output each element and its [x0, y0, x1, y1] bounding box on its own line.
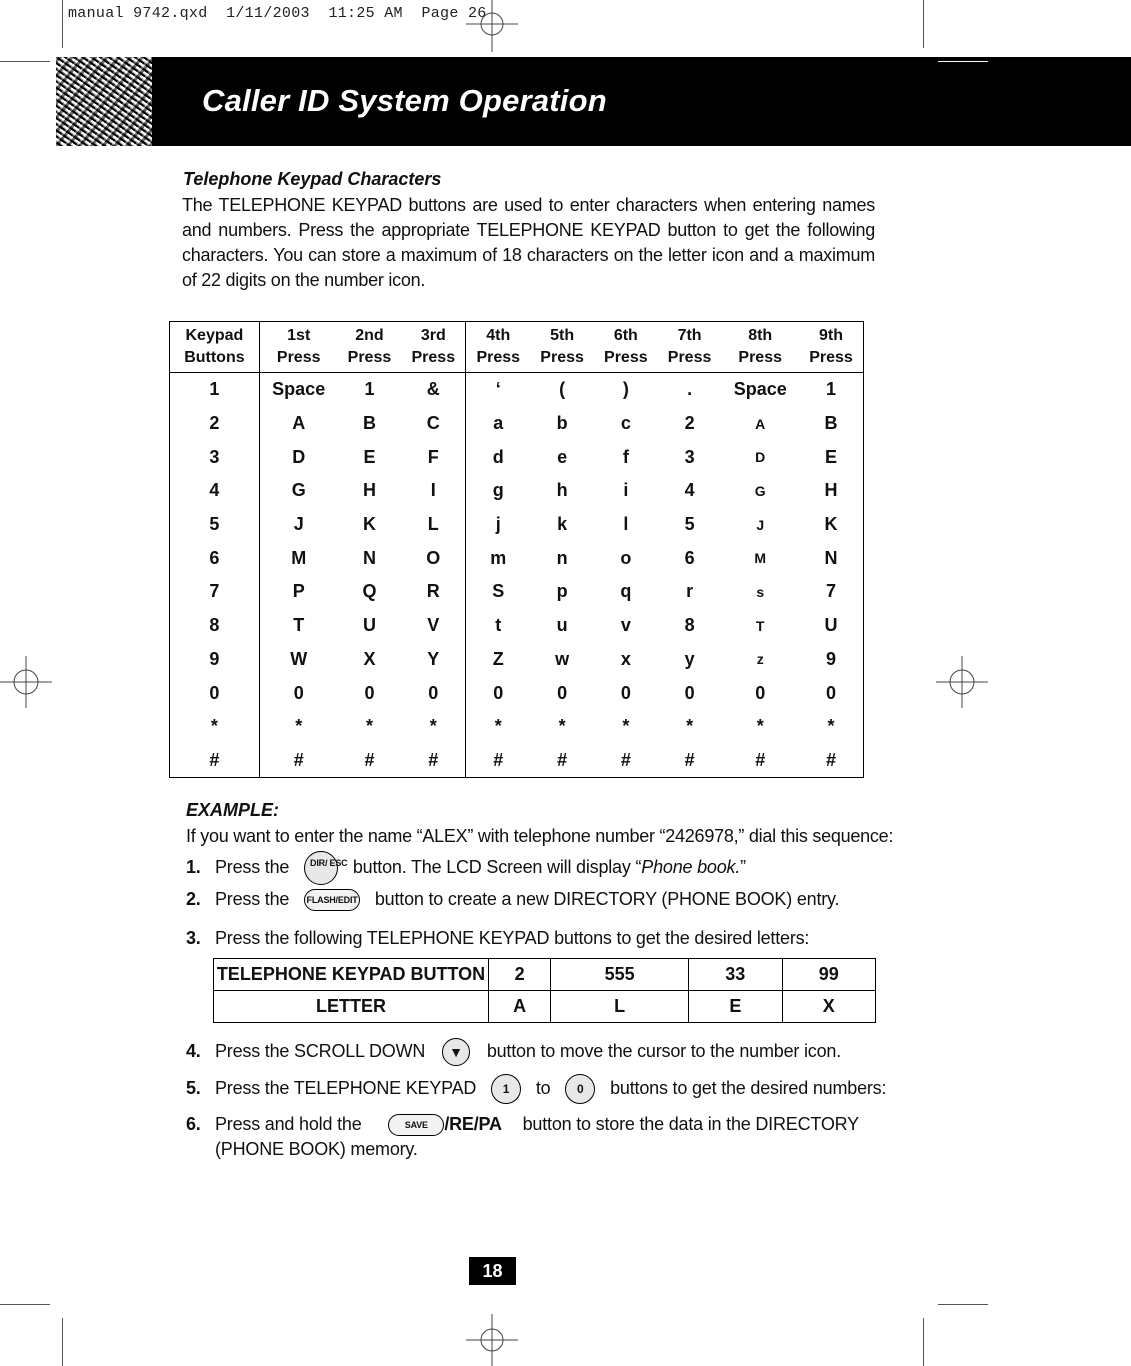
- table-cell: D: [292, 446, 306, 467]
- table-cell: 3: [684, 446, 695, 467]
- table-cell: Space: [272, 379, 326, 400]
- table-cell: O: [426, 547, 441, 568]
- header-text: Press: [809, 349, 853, 366]
- table-cell: k: [557, 514, 568, 535]
- example-title: EXAMPLE:: [186, 800, 280, 820]
- table-cell: W: [290, 648, 308, 669]
- table-cell: .: [687, 379, 693, 400]
- table-cell: K: [824, 514, 838, 535]
- table-cell: #: [428, 749, 439, 770]
- column-header: [799, 322, 864, 373]
- table-cell: z: [756, 651, 764, 668]
- header-text: Press: [411, 349, 456, 366]
- table-cell: 0: [684, 682, 695, 703]
- step-number: 4.: [186, 1040, 201, 1061]
- table-cell: 4: [170, 474, 260, 508]
- save-button[interactable]: SAVE: [388, 1114, 444, 1136]
- table-row: [214, 959, 876, 991]
- crop-mark: [0, 1304, 50, 1305]
- step-text: button to store the data in the DIRECTORY: [522, 1114, 859, 1134]
- table-cell: p: [556, 581, 568, 602]
- step-text: Press the: [215, 856, 290, 877]
- keypad-characters-table: [169, 321, 864, 778]
- table-cell: A: [292, 413, 306, 434]
- dir-esc-button[interactable]: DIR/ ESC: [304, 851, 338, 885]
- example-intro: If you want to enter the name “ALEX” with telephone number “2426978,” dial this sequence:: [186, 826, 894, 846]
- header-text: 6th: [613, 327, 638, 344]
- page-number: 18: [469, 1257, 516, 1285]
- header-text: Press: [476, 349, 521, 366]
- table-cell: 0: [825, 682, 836, 703]
- column-header: [466, 322, 530, 373]
- column-header: [658, 322, 722, 373]
- table-cell: 7: [825, 581, 836, 602]
- table-cell: (: [559, 379, 566, 400]
- table-cell: *: [622, 716, 630, 737]
- table-row: [170, 744, 864, 778]
- table-cell: E: [824, 446, 837, 467]
- table-header-row: [170, 322, 864, 373]
- table-cell: 6: [684, 547, 695, 568]
- header-text: 3rd: [420, 327, 446, 344]
- table-cell: l: [623, 514, 629, 535]
- table-cell: #: [755, 749, 766, 770]
- column-header: [338, 322, 402, 373]
- step-number: 6.: [186, 1114, 201, 1134]
- table-row: [170, 508, 864, 542]
- crop-mark: [0, 61, 50, 62]
- registration-mark-icon: [466, 0, 518, 52]
- table-cell: #: [170, 744, 260, 778]
- table-row: [170, 541, 864, 575]
- header-text: 7th: [677, 327, 702, 344]
- registration-mark-icon: [466, 1314, 518, 1366]
- table-cell: m: [466, 541, 530, 575]
- table-cell: c: [620, 413, 631, 434]
- table-row: [170, 710, 864, 744]
- letter-sequence-table: [213, 958, 876, 1023]
- table-cell: f: [622, 446, 629, 467]
- table-cell: 0: [428, 682, 439, 703]
- table-cell: 2: [489, 959, 551, 991]
- table-cell: o: [620, 547, 632, 568]
- step-3: [186, 928, 809, 949]
- keypad-0-button[interactable]: 0: [565, 1074, 595, 1104]
- table-cell: 5: [684, 514, 695, 535]
- lcd-message: Phone book.: [641, 856, 741, 877]
- table-cell: P: [292, 581, 305, 602]
- table-cell: q: [620, 581, 632, 602]
- table-cell: N: [362, 547, 376, 568]
- step-text: Press the following TELEPHONE KEYPAD buttons to get the desired letters:: [215, 928, 810, 948]
- table-cell: 1: [364, 379, 375, 400]
- table-cell: *: [558, 716, 566, 737]
- column-header: [259, 322, 337, 373]
- step-text: ”: [740, 856, 746, 877]
- crop-mark: [62, 1318, 63, 1366]
- table-cell: B: [824, 413, 838, 434]
- table-cell: T: [755, 617, 765, 634]
- table-cell: i: [623, 480, 629, 501]
- table-cell: G: [291, 480, 306, 501]
- table-cell: R: [426, 581, 440, 602]
- table-cell: Z: [466, 643, 530, 677]
- table-cell: #: [825, 749, 836, 770]
- table-cell: *: [756, 716, 764, 737]
- table-row: [170, 676, 864, 710]
- table-cell: *: [295, 716, 303, 737]
- step-4: [186, 1038, 841, 1066]
- header-texture-overlay: [56, 57, 152, 146]
- column-header: [530, 322, 594, 373]
- table-cell: e: [557, 446, 568, 467]
- step-5: [186, 1074, 886, 1104]
- table-cell: *: [365, 716, 373, 737]
- header-text: Press: [347, 349, 392, 366]
- table-cell: M: [291, 547, 307, 568]
- section-title: Telephone Keypad Characters: [183, 169, 442, 189]
- table-cell: A: [489, 991, 551, 1023]
- table-cell: K: [362, 514, 376, 535]
- table-cell: *: [827, 716, 835, 737]
- table-cell: s: [756, 583, 765, 600]
- table-cell: Q: [362, 581, 377, 602]
- header-text: Press: [604, 349, 648, 366]
- table-cell: J: [756, 516, 765, 533]
- table-cell: H: [362, 480, 376, 501]
- table-cell: *: [170, 710, 260, 744]
- table-row: [170, 474, 864, 508]
- table-cell: &: [426, 379, 440, 400]
- table-cell: V: [427, 615, 440, 636]
- table-cell: #: [466, 744, 530, 778]
- table-cell: u: [556, 615, 568, 636]
- table-cell: J: [293, 514, 304, 535]
- table-cell: 0: [466, 676, 530, 710]
- table-cell: n: [556, 547, 568, 568]
- table-cell: *: [429, 716, 437, 737]
- table-cell: b: [556, 413, 568, 434]
- step-text: Press the: [215, 889, 290, 909]
- table-cell: a: [466, 407, 530, 441]
- table-cell: ): [622, 379, 629, 400]
- table-cell: 1: [170, 373, 260, 407]
- crop-mark: [938, 61, 988, 62]
- table-cell: 0: [170, 676, 260, 710]
- table-cell: v: [620, 615, 631, 636]
- table-cell: *: [686, 716, 694, 737]
- step-number: 1.: [186, 856, 201, 877]
- step-6: [186, 1114, 859, 1136]
- column-header: [170, 322, 260, 373]
- table-cell: 7: [170, 575, 260, 609]
- table-cell: T: [293, 615, 305, 636]
- header-text: 5th: [550, 327, 575, 344]
- flash-edit-button[interactable]: FLASH/EDIT: [304, 889, 360, 911]
- table-row: [170, 575, 864, 609]
- table-cell: X: [782, 991, 875, 1023]
- step-number: 2.: [186, 889, 201, 909]
- table-cell: M: [754, 550, 767, 567]
- table-cell: 33: [689, 959, 782, 991]
- crop-mark: [923, 1318, 924, 1366]
- table-cell: 0: [293, 682, 304, 703]
- table-cell: ‘: [466, 373, 530, 407]
- step-text: button to move the cursor to the number icon.: [486, 1040, 842, 1061]
- table-cell: y: [684, 648, 695, 669]
- table-cell: 8: [684, 615, 695, 636]
- table-cell: 555: [551, 959, 689, 991]
- table-cell: G: [754, 482, 766, 499]
- step-number: 5.: [186, 1077, 201, 1098]
- header-text: 2nd: [355, 327, 384, 344]
- header-text: 8th: [748, 327, 773, 344]
- table-cell: TELEPHONE KEYPAD BUTTON: [214, 959, 489, 991]
- header-bar: [56, 57, 1131, 146]
- step-text: button to create a new DIRECTORY (PHONE BOOK) entry.: [374, 889, 840, 909]
- table-cell: A: [755, 415, 766, 432]
- step-text: Press the TELEPHONE KEYPAD: [215, 1077, 477, 1098]
- table-cell: 8: [170, 609, 260, 643]
- table-cell: 4: [684, 480, 695, 501]
- table-row: [170, 609, 864, 643]
- table-cell: #: [364, 749, 375, 770]
- step-6-continued: (PHONE BOOK) memory.: [215, 1139, 418, 1159]
- table-cell: t: [466, 609, 530, 643]
- header-text: 9th: [818, 327, 843, 344]
- table-cell: L: [427, 514, 439, 535]
- keypad-1-button[interactable]: 1: [491, 1074, 521, 1104]
- table-cell: h: [556, 480, 568, 501]
- header-text: Press: [540, 349, 584, 366]
- registration-mark-icon: [0, 656, 52, 708]
- column-header: [721, 322, 799, 373]
- table-row: [214, 991, 876, 1023]
- table-cell: Y: [427, 648, 440, 669]
- table-cell: C: [426, 413, 440, 434]
- table-cell: X: [363, 648, 376, 669]
- table-cell: #: [684, 749, 695, 770]
- table-cell: 6: [170, 541, 260, 575]
- scroll-down-button[interactable]: ▼: [442, 1038, 470, 1066]
- table-row: [170, 440, 864, 474]
- table-cell: 9: [170, 643, 260, 677]
- header-text: Press: [276, 349, 321, 366]
- header-text: Keypad: [185, 327, 244, 344]
- table-row: [170, 373, 864, 407]
- table-cell: 9: [825, 648, 836, 669]
- table-cell: 0: [364, 682, 375, 703]
- step-2: [186, 889, 839, 911]
- table-cell: LETTER: [214, 991, 489, 1023]
- table-cell: r: [686, 581, 694, 602]
- table-cell: I: [430, 480, 436, 501]
- table-cell: *: [466, 710, 530, 744]
- table-cell: S: [466, 575, 530, 609]
- table-cell: E: [689, 991, 782, 1023]
- step-text: to: [535, 1077, 551, 1098]
- step-text: buttons to get the desired numbers:: [610, 1077, 887, 1098]
- registration-mark-icon: [936, 656, 988, 708]
- step-number: 3.: [186, 928, 201, 948]
- step-text: Press and hold the: [215, 1114, 362, 1134]
- crop-mark: [938, 1304, 988, 1305]
- re-pa-label: /RE/PA: [444, 1114, 502, 1134]
- header-text: 1st: [287, 327, 311, 344]
- table-row: [170, 643, 864, 677]
- table-cell: U: [362, 615, 376, 636]
- table-cell: Space: [733, 379, 787, 400]
- table-row: [170, 407, 864, 441]
- crop-mark: [62, 0, 63, 48]
- table-cell: 99: [782, 959, 875, 991]
- table-cell: #: [620, 749, 631, 770]
- column-header: [401, 322, 465, 373]
- table-cell: N: [824, 547, 838, 568]
- header-text: 4th: [486, 327, 511, 344]
- table-cell: #: [557, 749, 568, 770]
- step-text: button. The LCD Screen will display “: [352, 856, 642, 877]
- step-text: Press the SCROLL DOWN: [215, 1040, 426, 1061]
- step-1: [186, 851, 746, 885]
- page-title: Caller ID System Operation: [202, 83, 607, 118]
- table-cell: U: [824, 615, 838, 636]
- table-cell: 2: [684, 413, 695, 434]
- table-cell: 5: [170, 508, 260, 542]
- section-intro: The TELEPHONE KEYPAD buttons are used to enter characters when entering names and numbers. Press the appropriate TELEPHONE KEYPAD button to get the following characters. You can store a maximum of 18 characters on the letter icon and a maximum of 22 digits on the number icon.: [182, 195, 875, 290]
- table-cell: w: [555, 648, 570, 669]
- table-cell: L: [551, 991, 689, 1023]
- table-cell: 3: [170, 440, 260, 474]
- table-cell: x: [620, 648, 631, 669]
- header-text: Press: [667, 349, 712, 366]
- table-cell: 2: [170, 407, 260, 441]
- table-cell: 0: [755, 682, 766, 703]
- table-cell: D: [755, 449, 766, 466]
- table-cell: g: [466, 474, 530, 508]
- table-cell: j: [466, 508, 530, 542]
- header-text: Buttons: [184, 349, 245, 366]
- table-cell: #: [293, 749, 304, 770]
- header-text: Press: [738, 349, 782, 366]
- table-cell: 0: [557, 682, 568, 703]
- table-cell: 1: [825, 379, 836, 400]
- table-cell: F: [427, 446, 439, 467]
- table-cell: d: [466, 440, 530, 474]
- table-cell: E: [363, 446, 376, 467]
- table-cell: 0: [620, 682, 631, 703]
- file-slug: manual 9742.qxd 1/11/2003 11:25 AM Page 26: [68, 5, 487, 22]
- column-header: [594, 322, 658, 373]
- table-cell: B: [362, 413, 376, 434]
- table-cell: H: [824, 480, 838, 501]
- crop-mark: [923, 0, 924, 48]
